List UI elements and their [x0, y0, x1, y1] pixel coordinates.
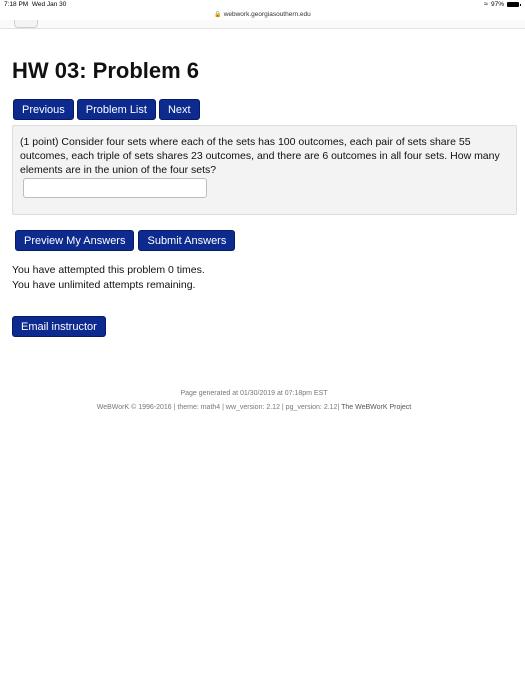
email-instructor-button[interactable]: Email instructor — [12, 316, 106, 337]
page-generated-text: Page generated at 01/30/2019 at 07:18pm EST — [180, 390, 328, 397]
attempts-remaining: You have unlimited attempts remaining. — [12, 279, 196, 291]
battery-icon — [507, 2, 519, 7]
status-indicators — [484, 1, 519, 8]
status-time — [4, 1, 66, 8]
footer-info — [0, 404, 508, 411]
address-bar[interactable] — [0, 9, 525, 20]
problem-panel — [12, 125, 517, 215]
status-time-value: 7:18 PM — [4, 1, 29, 8]
attempts-count: You have attempted this problem 0 times. — [12, 264, 205, 276]
problem-text: (1 point) Consider four sets where each of the sets has 100 outcomes, each pair of sets share 55 outcomes, each triple of sets shares 23 outcomes, and there are 6 outcomes in all four sets. How many elements are in the union of the four sets? — [20, 136, 500, 176]
problem-nav — [13, 99, 200, 120]
menu-toggle-button[interactable] — [14, 20, 38, 28]
page-header-strip — [0, 20, 525, 29]
status-date: Wed Jan 30 — [31, 1, 67, 8]
battery-percent: 97% — [490, 1, 504, 8]
preview-answers-button[interactable]: Preview My Answers — [15, 230, 134, 251]
webwork-project-link[interactable]: The WeBWorK Project — [341, 404, 412, 411]
next-button[interactable]: Next — [159, 99, 200, 120]
answer-actions — [15, 230, 235, 251]
version-info: WeBWorK © 1996-2016 | theme: math4 | ww_version: 2.12 | pg_version: 2.12| — [96, 404, 340, 411]
lock-icon: 🔒 — [214, 12, 222, 18]
answer-input[interactable] — [23, 178, 207, 198]
previous-button[interactable]: Previous — [13, 99, 74, 120]
submit-answers-button[interactable]: Submit Answers — [138, 230, 235, 251]
wifi-icon: ≈ — [484, 1, 488, 8]
attempts-info — [12, 263, 205, 293]
problem-list-button[interactable]: Problem List — [77, 99, 156, 120]
url-text: webwork.georgiasouthern.edu — [223, 11, 311, 18]
page-title: HW 03: Problem 6 — [12, 58, 200, 83]
